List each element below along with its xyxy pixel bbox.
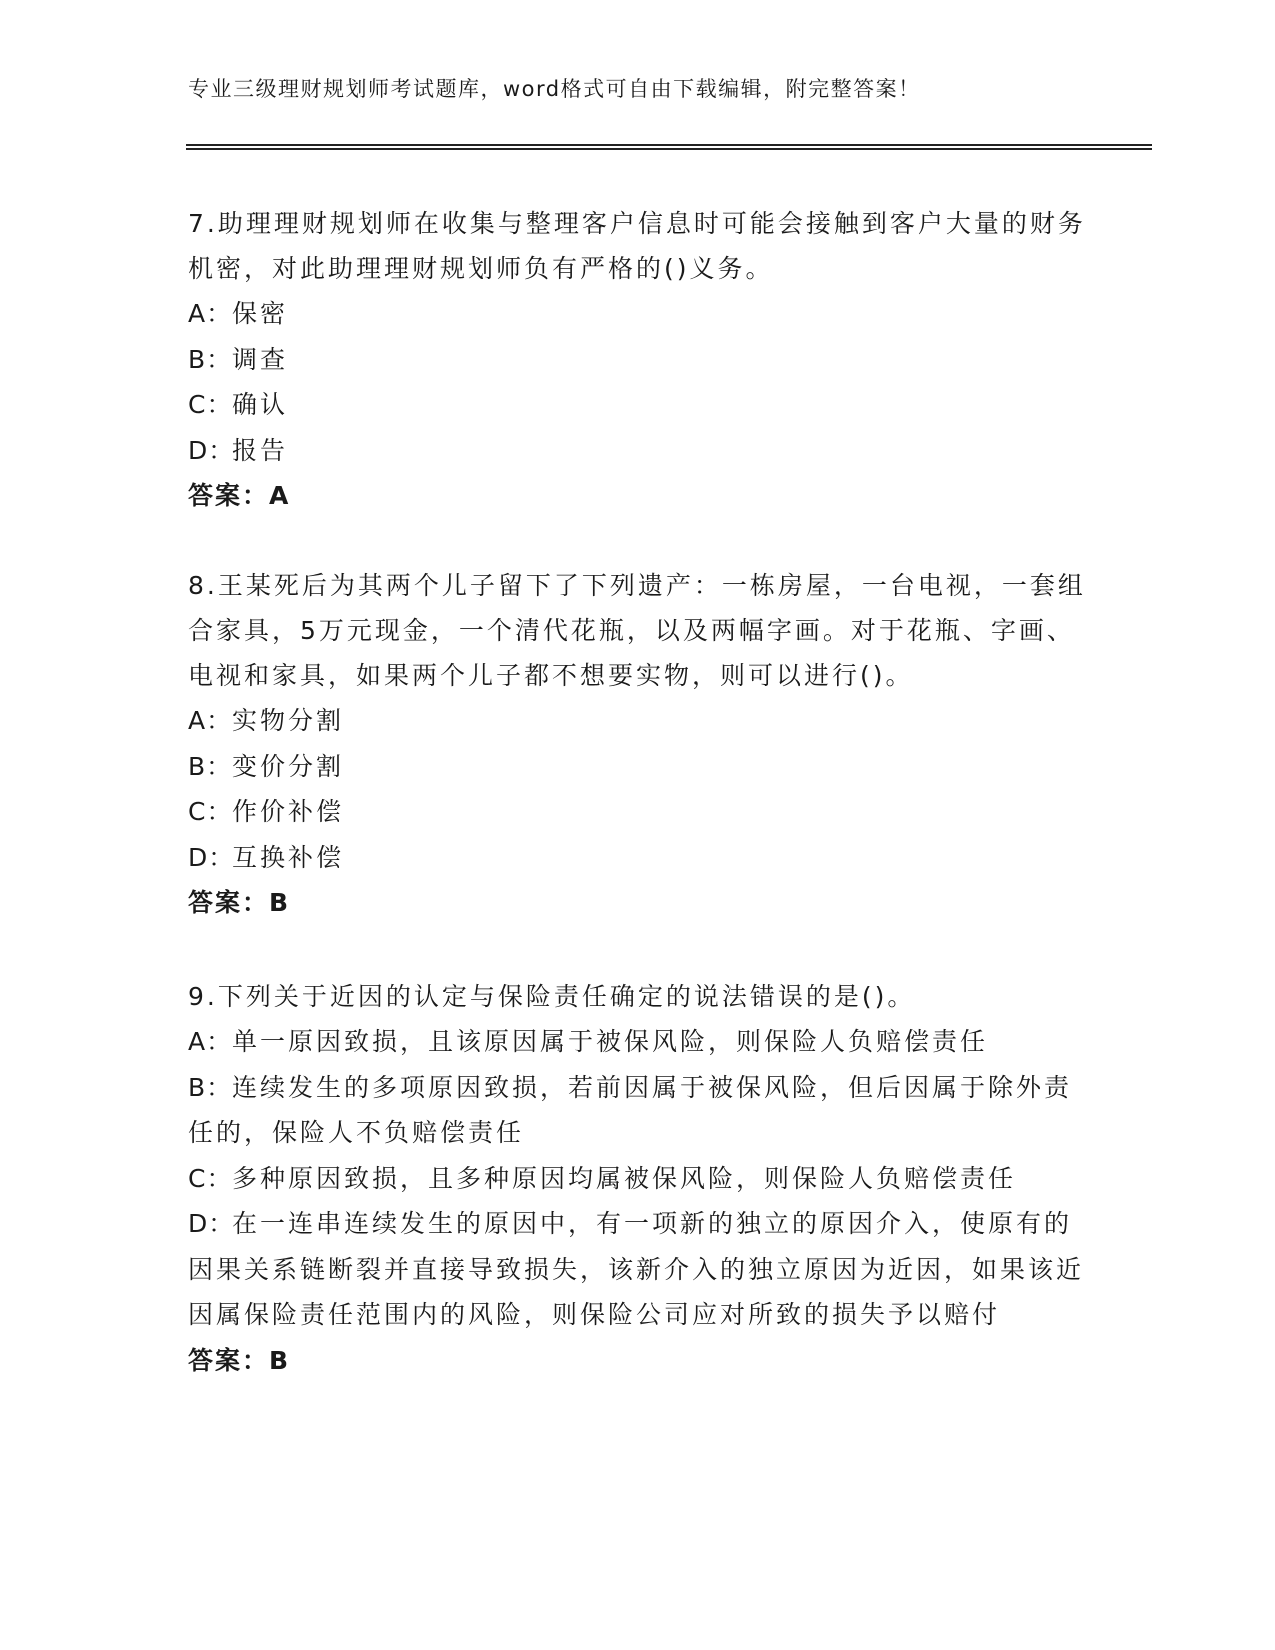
option-text: 作价补偿 — [232, 797, 345, 826]
question-stem: 9.下列关于近因的认定与保险责任确定的说法错误的是()。 — [188, 982, 916, 1011]
answer: 答案：B — [188, 1345, 291, 1375]
option-b — [188, 337, 1088, 383]
answer: 答案：B — [188, 888, 291, 917]
question-stem: 8.王某死后为其两个儿子留下了下列遗产：一栋房屋，一台电视，一套组合家具，5万元现金，一个清代花瓶，以及两幅字画。对于花瓶、字画、电视和家具，如果两个儿子都不想要实物，则可以进行()。 — [188, 571, 1086, 690]
option-key: A： — [188, 706, 233, 735]
option-text: 互换补偿 — [232, 842, 345, 872]
option-d — [188, 428, 1088, 474]
option-key: B： — [188, 751, 233, 781]
header-divider — [186, 144, 1152, 150]
option-key: C： — [188, 390, 233, 419]
option-text: 连续发生的多项原因致损，若前因属于被保风险，但后因属于除外责任的，保险人不负赔偿责任 — [188, 1072, 1073, 1147]
question-9 — [188, 974, 1088, 1384]
option-key: C： — [188, 1163, 233, 1193]
option-key: A： — [188, 1027, 233, 1056]
option-key: D： — [188, 842, 235, 872]
option-a — [188, 291, 1088, 337]
option-text: 多种原因致损，且多种原因均属被保风险，则保险人负赔偿责任 — [232, 1163, 1017, 1193]
option-text: 在一连串连续发生的原因中，有一项新的独立的原因介入，使原有的因果关系链断裂并直接导致损失，该新介入的独立原因为近因，如果该近因属保险责任范围内的风险，则保险公司应对所致的损失予以赔付 — [188, 1209, 1085, 1329]
option-d — [188, 835, 1088, 881]
option-c — [188, 1156, 1088, 1202]
answer: 答案：A — [188, 481, 291, 510]
option-key: C： — [188, 797, 233, 826]
option-text: 实物分割 — [232, 706, 345, 735]
option-c — [188, 382, 1088, 428]
option-text: 保密 — [232, 299, 289, 328]
option-key: A： — [188, 299, 233, 328]
option-text: 报告 — [232, 435, 289, 465]
option-key: D： — [188, 1209, 235, 1238]
option-a — [188, 1019, 1088, 1065]
option-key: D： — [188, 435, 235, 465]
option-key: B： — [188, 1072, 233, 1102]
option-text: 确认 — [232, 390, 289, 419]
option-text: 调查 — [232, 344, 289, 374]
option-text: 变价分割 — [232, 751, 345, 781]
option-a — [188, 698, 1088, 744]
question-stem: 7.助理理财规划师在收集与整理客户信息时可能会接触到客户大量的财务机密，对此助理理财规划师负有严格的()义务。 — [188, 209, 1086, 283]
question-8 — [188, 563, 1088, 926]
option-c — [188, 789, 1088, 835]
page-header: 专业三级理财规划师考试题库，word格式可自由下载编辑，附完整答案！ — [188, 77, 921, 101]
option-d — [188, 1201, 1088, 1338]
option-text: 单一原因致损，且该原因属于被保风险，则保险人负赔偿责任 — [232, 1027, 989, 1056]
option-b — [188, 1065, 1088, 1156]
question-7 — [188, 201, 1088, 519]
option-key: B： — [188, 344, 233, 374]
option-b — [188, 744, 1088, 790]
